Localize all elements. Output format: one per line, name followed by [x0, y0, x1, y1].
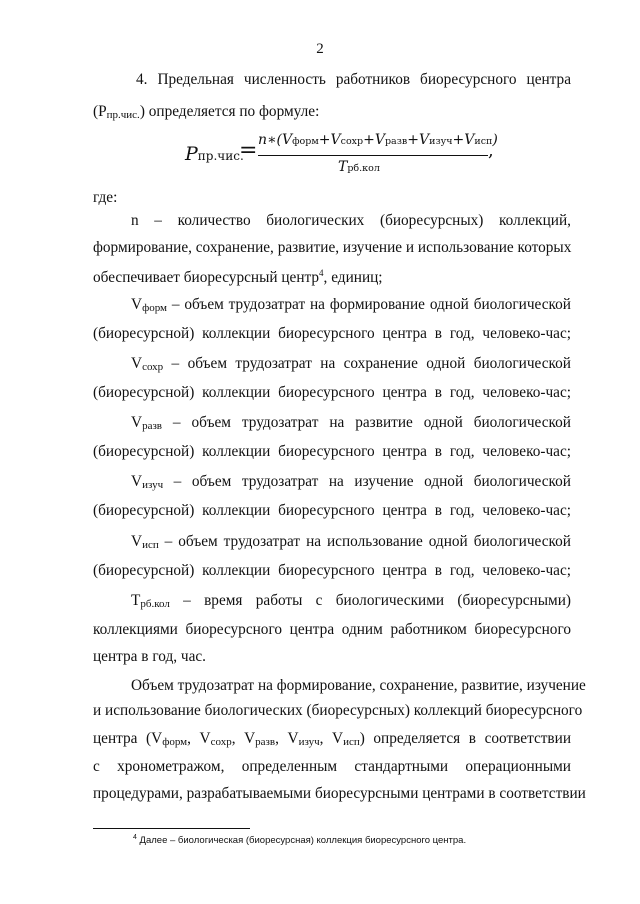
page-number: 2: [316, 41, 324, 57]
v-razv-definition-line-2: (биоресурсной) коллекции биоресурсного центра в год, человеко-час;: [93, 443, 571, 460]
v-isp-definition-line-2: (биоресурсной) коллекции биоресурсного центра в год, человеко-час;: [93, 562, 571, 579]
n-definition-line-3: обеспечивает биоресурсный центр$^4$, единиц;: [93, 268, 383, 286]
volume-paragraph-line-3: центра (Vформ, Vсохр, Vразв, Vизуч, Vисп) определяется в соответствии: [93, 730, 572, 748]
formula-comma: ,: [488, 140, 494, 161]
volume-paragraph-line-5: процедурами, разрабатываемыми биоресурсными центрами в соответствии: [93, 785, 586, 802]
footnote-4: $^4$ Далее – биологическая (биоресурсная) коллекция биоресурсного центра.: [133, 834, 467, 846]
t-definition-line-1: Трб.кол – время работы с биологическими (биоресурсными): [131, 592, 571, 610]
where-label: где:: [93, 189, 118, 206]
volume-paragraph-line-1: Объем трудозатрат на формирование, сохранение, развитие, изучение: [131, 677, 586, 694]
volume-paragraph-line-4: с хронометражом, определенным стандартными операционными: [93, 758, 571, 775]
v-sohr-definition-line-2: (биоресурсной) коллекции биоресурсного центра в год, человеко-час;: [93, 384, 571, 401]
footnote-separator: [93, 828, 250, 829]
formula-lhs: Pпр.чис.: [185, 143, 244, 165]
formula-fraction-bar: [258, 155, 488, 156]
paragraph-4-line-1: 4. Предельная численность работников биоресурсного центра: [136, 71, 571, 88]
v-izuch-definition-line-1: Vизуч – объем трудозатрат на изучение одной биологической: [131, 473, 571, 491]
n-definition-line-1: n – количество биологических (биоресурсных) коллекций,: [131, 212, 571, 229]
formula-equals: =: [239, 138, 258, 163]
v-razv-definition-line-1: Vразв – объем трудозатрат на развитие одной биологической: [131, 414, 571, 432]
volume-paragraph-line-2: и использование биологических (биоресурсных) коллекций биоресурсного: [93, 702, 583, 719]
formula-denominator: Tрб.кол: [338, 159, 380, 175]
t-definition-line-3: центра в год, час.: [93, 648, 206, 665]
n-definition-line-2: формирование, сохранение, развитие, изучение и использование которых: [93, 239, 572, 256]
v-isp-definition-line-1: Vисп – объем трудозатрат на использование одной биологической: [131, 533, 571, 551]
v-izuch-definition-line-2: (биоресурсной) коллекции биоресурсного центра в год, человеко-час;: [93, 502, 571, 519]
t-definition-line-2: коллекциями биоресурсного центра одним работником биоресурсного: [93, 621, 571, 638]
paragraph-4-line-2: (Рпр.чис.) определяется по формуле:: [93, 103, 320, 121]
v-form-definition-line-1: Vформ – объем трудозатрат на формирование одной биологической: [131, 296, 571, 314]
formula: [0, 130, 640, 180]
v-form-definition-line-2: (биоресурсной) коллекции биоресурсного центра в год, человеко-час;: [93, 325, 571, 342]
v-sohr-definition-line-1: Vсохр – объем трудозатрат на сохранение одной биологической: [131, 355, 571, 373]
formula-numerator: n∗(Vформ+Vсохр+Vразв+Vизуч+Vисп): [258, 132, 498, 148]
